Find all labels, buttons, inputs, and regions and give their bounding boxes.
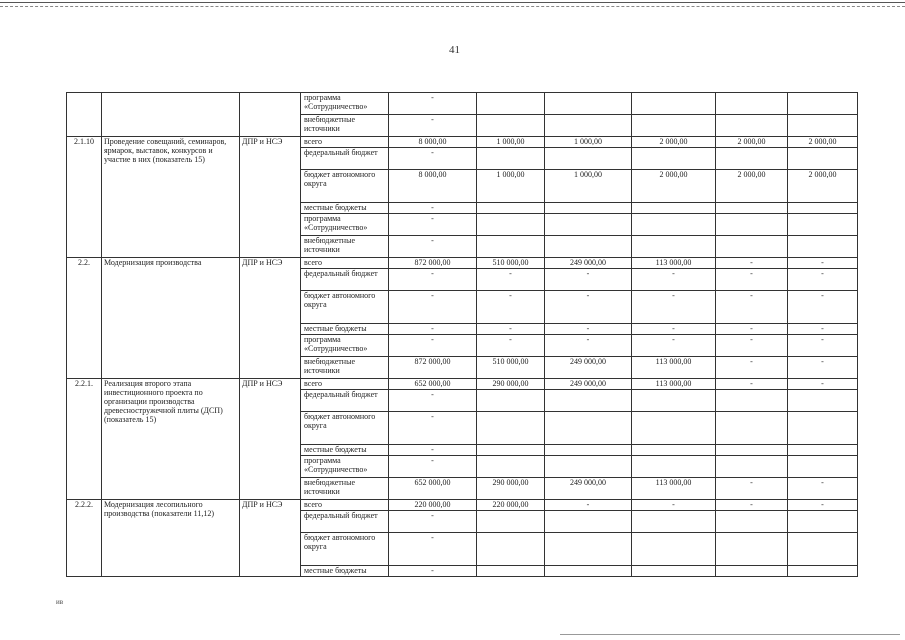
responsible-cell: ДПР и НСЭ xyxy=(240,379,301,500)
amount-cell xyxy=(545,445,632,456)
funding-source-cell: бюджет автономного округа xyxy=(301,412,389,445)
amount-cell xyxy=(788,203,858,214)
amount-cell xyxy=(477,203,545,214)
amount-cell xyxy=(716,214,788,236)
amount-cell: - xyxy=(389,291,477,324)
amount-cell xyxy=(716,511,788,533)
amount-cell xyxy=(632,390,716,412)
amount-cell: - xyxy=(632,291,716,324)
amount-cell xyxy=(632,214,716,236)
amount-cell: - xyxy=(788,357,858,379)
amount-cell xyxy=(477,93,545,115)
amount-cell: - xyxy=(716,258,788,269)
amount-cell xyxy=(788,412,858,445)
funding-source-cell: бюджет автономного округа xyxy=(301,291,389,324)
amount-cell xyxy=(716,115,788,137)
table-row xyxy=(67,93,858,115)
amount-cell: 2 000,00 xyxy=(632,170,716,203)
amount-cell: - xyxy=(389,390,477,412)
amount-cell: - xyxy=(389,324,477,335)
item-name-cell: Проведение совещаний, семинаров, ярмарок, выставок, конкурсов и участие в них (показатель 15) xyxy=(102,137,240,258)
amount-cell xyxy=(632,93,716,115)
amount-cell: - xyxy=(389,115,477,137)
item-code-cell: 2.2.1. xyxy=(67,379,102,500)
amount-cell xyxy=(477,236,545,258)
funding-source-cell: всего xyxy=(301,137,389,148)
scan-edge-bottom xyxy=(560,634,900,636)
amount-cell: - xyxy=(788,258,858,269)
amount-cell xyxy=(632,511,716,533)
amount-cell: - xyxy=(788,500,858,511)
amount-cell: - xyxy=(788,478,858,500)
amount-cell: - xyxy=(389,456,477,478)
amount-cell: 220 000,00 xyxy=(389,500,477,511)
amount-cell xyxy=(716,412,788,445)
amount-cell xyxy=(788,533,858,566)
amount-cell: - xyxy=(716,324,788,335)
amount-cell: - xyxy=(632,269,716,291)
financing-table xyxy=(66,92,858,577)
item-name-cell xyxy=(102,93,240,137)
item-code-cell: 2.1.10 xyxy=(67,137,102,258)
amount-cell xyxy=(477,456,545,478)
amount-cell xyxy=(477,412,545,445)
amount-cell xyxy=(545,390,632,412)
funding-source-cell: программа «Сотрудничество» xyxy=(301,335,389,357)
amount-cell: - xyxy=(545,269,632,291)
amount-cell xyxy=(716,456,788,478)
amount-cell xyxy=(716,566,788,577)
amount-cell: - xyxy=(477,335,545,357)
amount-cell xyxy=(716,236,788,258)
amount-cell: 1 000,00 xyxy=(545,137,632,148)
amount-cell: - xyxy=(389,412,477,445)
amount-cell: 1 000,00 xyxy=(477,137,545,148)
amount-cell xyxy=(545,236,632,258)
amount-cell xyxy=(477,214,545,236)
amount-cell xyxy=(545,456,632,478)
funding-source-cell: всего xyxy=(301,258,389,269)
amount-cell: 2 000,00 xyxy=(716,170,788,203)
amount-cell: - xyxy=(788,291,858,324)
amount-cell: - xyxy=(545,500,632,511)
funding-source-cell: местные бюджеты xyxy=(301,566,389,577)
amount-cell: - xyxy=(716,379,788,390)
amount-cell xyxy=(788,115,858,137)
amount-cell xyxy=(477,511,545,533)
amount-cell: 510 000,00 xyxy=(477,357,545,379)
amount-cell: 290 000,00 xyxy=(477,478,545,500)
funding-source-cell: федеральный бюджет xyxy=(301,511,389,533)
responsible-cell xyxy=(240,93,301,137)
amount-cell xyxy=(632,203,716,214)
amount-cell: - xyxy=(788,269,858,291)
amount-cell: - xyxy=(389,511,477,533)
amount-cell: 113 000,00 xyxy=(632,478,716,500)
amount-cell xyxy=(788,511,858,533)
amount-cell: 1 000,00 xyxy=(477,170,545,203)
funding-source-cell: программа «Сотрудничество» xyxy=(301,214,389,236)
amount-cell xyxy=(477,445,545,456)
table-row xyxy=(67,137,858,148)
amount-cell xyxy=(632,148,716,170)
amount-cell: - xyxy=(389,566,477,577)
amount-cell xyxy=(788,93,858,115)
funding-source-cell: федеральный бюджет xyxy=(301,390,389,412)
table-row xyxy=(67,500,858,511)
amount-cell: 510 000,00 xyxy=(477,258,545,269)
amount-cell xyxy=(716,93,788,115)
amount-cell: - xyxy=(788,379,858,390)
amount-cell: - xyxy=(545,291,632,324)
page-number: 41 xyxy=(449,44,460,56)
amount-cell: 290 000,00 xyxy=(477,379,545,390)
amount-cell xyxy=(545,93,632,115)
funding-source-cell: местные бюджеты xyxy=(301,324,389,335)
amount-cell: - xyxy=(477,291,545,324)
funding-source-cell: внебюджетные источники xyxy=(301,115,389,137)
amount-cell: 2 000,00 xyxy=(716,137,788,148)
responsible-cell: ДПР и НСЭ xyxy=(240,258,301,379)
amount-cell: - xyxy=(389,445,477,456)
item-code-cell xyxy=(67,93,102,137)
amount-cell: - xyxy=(716,357,788,379)
amount-cell: 652 000,00 xyxy=(389,478,477,500)
amount-cell: 249 000,00 xyxy=(545,258,632,269)
amount-cell: 872 000,00 xyxy=(389,357,477,379)
amount-cell: - xyxy=(788,324,858,335)
amount-cell xyxy=(545,115,632,137)
amount-cell: - xyxy=(632,335,716,357)
amount-cell xyxy=(788,148,858,170)
amount-cell: - xyxy=(632,500,716,511)
amount-cell xyxy=(632,412,716,445)
amount-cell xyxy=(788,236,858,258)
table-row xyxy=(67,258,858,269)
amount-cell xyxy=(632,566,716,577)
amount-cell: 249 000,00 xyxy=(545,379,632,390)
amount-cell: - xyxy=(389,236,477,258)
item-code-cell: 2.2. xyxy=(67,258,102,379)
amount-cell xyxy=(477,148,545,170)
responsible-cell: ДПР и НСЭ xyxy=(240,500,301,577)
item-name-cell: Реализация второго этапа инвестиционного проекта по организации производства древесностружечной плиты (ДСП) (показатель 15) xyxy=(102,379,240,500)
amount-cell xyxy=(716,533,788,566)
funding-source-cell: внебюджетные источники xyxy=(301,236,389,258)
funding-source-cell: программа «Сотрудничество» xyxy=(301,456,389,478)
funding-source-cell: бюджет автономного округа xyxy=(301,533,389,566)
amount-cell: - xyxy=(389,533,477,566)
amount-cell xyxy=(477,566,545,577)
amount-cell xyxy=(632,456,716,478)
amount-cell: 2 000,00 xyxy=(632,137,716,148)
amount-cell: - xyxy=(788,335,858,357)
funding-source-cell: внебюджетные источники xyxy=(301,478,389,500)
amount-cell: - xyxy=(545,324,632,335)
funding-source-cell: внебюджетные источники xyxy=(301,357,389,379)
funding-source-cell: бюджет автономного округа xyxy=(301,170,389,203)
amount-cell: 8 000,00 xyxy=(389,170,477,203)
amount-cell: 220 000,00 xyxy=(477,500,545,511)
amount-cell xyxy=(788,456,858,478)
amount-cell: - xyxy=(477,269,545,291)
amount-cell xyxy=(632,115,716,137)
funding-source-cell: всего xyxy=(301,379,389,390)
amount-cell: - xyxy=(477,324,545,335)
amount-cell xyxy=(545,533,632,566)
amount-cell xyxy=(545,214,632,236)
funding-source-cell: федеральный бюджет xyxy=(301,148,389,170)
amount-cell: - xyxy=(716,478,788,500)
amount-cell: - xyxy=(716,291,788,324)
amount-cell: - xyxy=(716,500,788,511)
amount-cell: - xyxy=(545,335,632,357)
funding-source-cell: федеральный бюджет xyxy=(301,269,389,291)
item-code-cell: 2.2.2. xyxy=(67,500,102,577)
amount-cell xyxy=(545,511,632,533)
amount-cell: 249 000,00 xyxy=(545,357,632,379)
funding-source-cell: местные бюджеты xyxy=(301,445,389,456)
amount-cell xyxy=(545,203,632,214)
amount-cell: - xyxy=(389,203,477,214)
amount-cell: 249 000,00 xyxy=(545,478,632,500)
amount-cell xyxy=(545,412,632,445)
amount-cell: - xyxy=(389,269,477,291)
amount-cell xyxy=(545,566,632,577)
amount-cell xyxy=(716,203,788,214)
amount-cell xyxy=(716,445,788,456)
amount-cell xyxy=(788,445,858,456)
item-name-cell: Модернизация производства xyxy=(102,258,240,379)
item-name-cell: Модернизация лесопильного производства (показатели 11,12) xyxy=(102,500,240,577)
amount-cell xyxy=(477,390,545,412)
amount-cell: 872 000,00 xyxy=(389,258,477,269)
amount-cell: - xyxy=(389,335,477,357)
amount-cell: - xyxy=(389,148,477,170)
amount-cell xyxy=(716,148,788,170)
responsible-cell: ДПР и НСЭ xyxy=(240,137,301,258)
amount-cell: 113 000,00 xyxy=(632,379,716,390)
scan-edge-top xyxy=(0,2,905,7)
amount-cell: - xyxy=(716,335,788,357)
amount-cell xyxy=(477,115,545,137)
amount-cell xyxy=(632,533,716,566)
funding-source-cell: местные бюджеты xyxy=(301,203,389,214)
amount-cell: 113 000,00 xyxy=(632,258,716,269)
amount-cell xyxy=(632,445,716,456)
amount-cell xyxy=(477,533,545,566)
footer-mark: ив xyxy=(56,598,64,606)
amount-cell xyxy=(788,566,858,577)
amount-cell: 113 000,00 xyxy=(632,357,716,379)
amount-cell: 2 000,00 xyxy=(788,170,858,203)
amount-cell xyxy=(788,390,858,412)
amount-cell: 652 000,00 xyxy=(389,379,477,390)
amount-cell xyxy=(545,148,632,170)
amount-cell: 1 000,00 xyxy=(545,170,632,203)
amount-cell xyxy=(632,236,716,258)
amount-cell xyxy=(788,214,858,236)
amount-cell: - xyxy=(716,269,788,291)
funding-source-cell: программа «Сотрудничество» xyxy=(301,93,389,115)
amount-cell xyxy=(716,390,788,412)
table-row xyxy=(67,379,858,390)
amount-cell: - xyxy=(389,214,477,236)
amount-cell: - xyxy=(632,324,716,335)
amount-cell: 8 000,00 xyxy=(389,137,477,148)
amount-cell: - xyxy=(389,93,477,115)
funding-source-cell: всего xyxy=(301,500,389,511)
amount-cell: 2 000,00 xyxy=(788,137,858,148)
